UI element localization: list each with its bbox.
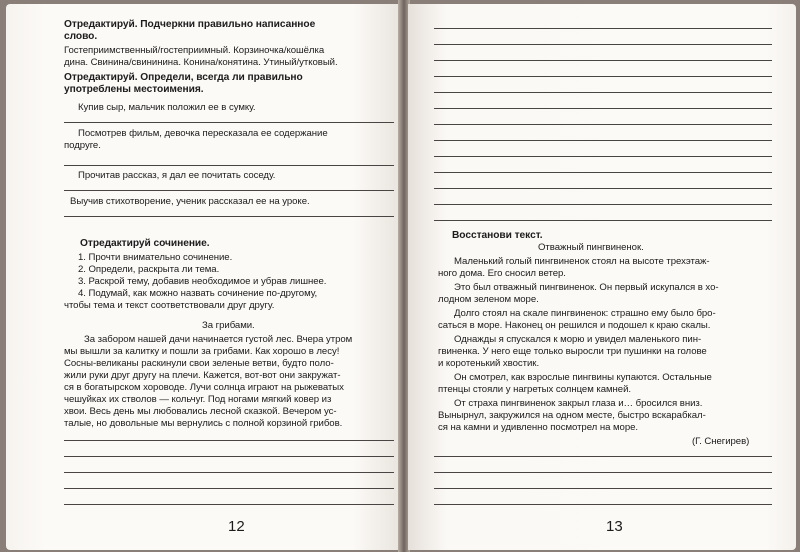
story-line-4: лодном зеленом море. xyxy=(438,294,539,305)
story-line-8: гвиненка. У него еще только выросли три пушинки на голове xyxy=(438,346,707,357)
task-title: Восстанови текст. xyxy=(452,230,543,241)
answer-line xyxy=(64,190,394,191)
task3-step-1: 1. Прочти внимательно сочинение. xyxy=(78,252,233,263)
story-line-1: Маленький голый пингвиненок стоял на высоте трехэтаж- xyxy=(454,256,710,267)
answer-line xyxy=(434,108,772,109)
essay-line-5: ся в богатырском хороводе. Лучи солнца играют на рыжеватых xyxy=(64,382,344,393)
answer-line xyxy=(434,472,772,473)
answer-line xyxy=(434,504,772,505)
page-number-left: 12 xyxy=(228,518,245,535)
answer-line xyxy=(434,488,772,489)
task1-line-1: Гостеприимственный/гостеприимный. Корзиночка/кошёлка xyxy=(64,45,325,56)
task2-sentence-1: Купив сыр, мальчик положил ее в сумку. xyxy=(78,102,256,113)
answer-line xyxy=(64,216,394,217)
answer-line xyxy=(434,156,772,157)
answer-line xyxy=(434,28,772,29)
answer-line xyxy=(434,76,772,77)
essay-line-3: Сосны-великаны раскинули свои зеленые ветви, будто поло- xyxy=(64,358,334,369)
answer-line xyxy=(434,60,772,61)
task3-step-2: 2. Определи, раскрыта ли тема. xyxy=(78,264,220,275)
task3-step-4: 4. Подумай, как можно назвать сочинение по-другому, xyxy=(78,288,318,299)
answer-line xyxy=(434,172,772,173)
task2-sentence-3: Прочитав рассказ, я дал ее почитать соседу. xyxy=(78,170,276,181)
story-line-14: ся на камни и удивленно посмотрел на море. xyxy=(438,422,639,433)
answer-line xyxy=(64,440,394,441)
answer-line xyxy=(434,92,772,93)
essay-line-4: жили руки друг другу на плечи. Кажется, вот-вот они закружат- xyxy=(64,370,341,381)
answer-line xyxy=(64,165,394,166)
answer-line xyxy=(434,220,772,221)
essay-line-6: чешуйках их стволов — кольчуг. Под ногами мягкий ковер из xyxy=(64,394,332,405)
story-title: Отважный пингвиненок. xyxy=(538,242,644,253)
right-page xyxy=(408,4,796,550)
task1-line-2: дина. Свинина/свининина. Конина/конятина. Утиный/утковый. xyxy=(64,57,338,68)
task2-title-cont: употреблены местоимения. xyxy=(64,84,204,95)
page-number-right: 13 xyxy=(606,518,623,535)
task1-title: Отредактируй. Подчеркни правильно написанное xyxy=(64,19,316,30)
answer-line xyxy=(434,456,772,457)
story-line-10: Он смотрел, как взрослые пингвины купаются. Остальные xyxy=(454,372,712,383)
task2-sentence-2-cont: подруге. xyxy=(64,140,101,151)
answer-line xyxy=(64,472,394,473)
story-line-7: Однажды я спускался к морю и увидел маленького пин- xyxy=(454,334,702,345)
task3-title: Отредактируй сочинение. xyxy=(80,238,210,249)
story-line-5: Долго стоял на скале пингвиненок: страшно ему было бро- xyxy=(454,308,716,319)
essay-line-8: талые, но довольные мы вернулись с полной корзиной грибов. xyxy=(64,418,343,429)
story-line-12: От страха пингвиненок закрыл глаза и… бросился вниз. xyxy=(454,398,703,409)
story-line-9: и коротенький хвостик. xyxy=(438,358,540,369)
answer-line xyxy=(434,140,772,141)
task1-title-cont: слово. xyxy=(64,31,98,42)
story-line-11: птенцы стояли у нагретых солнцем камней. xyxy=(438,384,632,395)
essay-title: За грибами. xyxy=(202,320,255,331)
left-page xyxy=(6,4,400,550)
story-line-3: Это был отважный пингвиненок. Он первый искупался в хо- xyxy=(454,282,719,293)
answer-line xyxy=(64,504,394,505)
answer-line xyxy=(64,122,394,123)
story-author: (Г. Снегирев) xyxy=(692,436,750,447)
essay-line-1: За забором нашей дачи начинается густой лес. Вчера утром xyxy=(84,334,353,345)
task3-step-3: 3. Раскрой тему, добавив необходимое и убрав лишнее. xyxy=(78,276,327,287)
essay-line-7: хвои. Весь день мы любовались лесной сказкой. Вечером ус- xyxy=(64,406,337,417)
answer-line xyxy=(434,204,772,205)
answer-line xyxy=(64,488,394,489)
answer-line xyxy=(434,44,772,45)
answer-line xyxy=(434,124,772,125)
task2-sentence-2: Посмотрев фильм, девочка пересказала ее содержание xyxy=(78,128,328,139)
task3-step-4-cont: чтобы тема и текст соответствовали друг другу. xyxy=(64,300,275,311)
essay-line-2: мы вышли за калитку и пошли за грибами. Как хорошо в лесу! xyxy=(64,346,340,357)
answer-line xyxy=(64,456,394,457)
task2-sentence-4: Выучив стихотворение, ученик рассказал ее на уроке. xyxy=(70,196,310,207)
story-line-13: Вынырнул, закружился на одном месте, быстро вскарабкал- xyxy=(438,410,706,421)
story-line-6: саться в море. Наконец он решился и подошел к краю скалы. xyxy=(438,320,711,331)
task2-title: Отредактируй. Определи, всегда ли правильно xyxy=(64,72,303,83)
answer-line xyxy=(434,188,772,189)
story-line-2: ного дома. Его сносил ветер. xyxy=(438,268,566,279)
